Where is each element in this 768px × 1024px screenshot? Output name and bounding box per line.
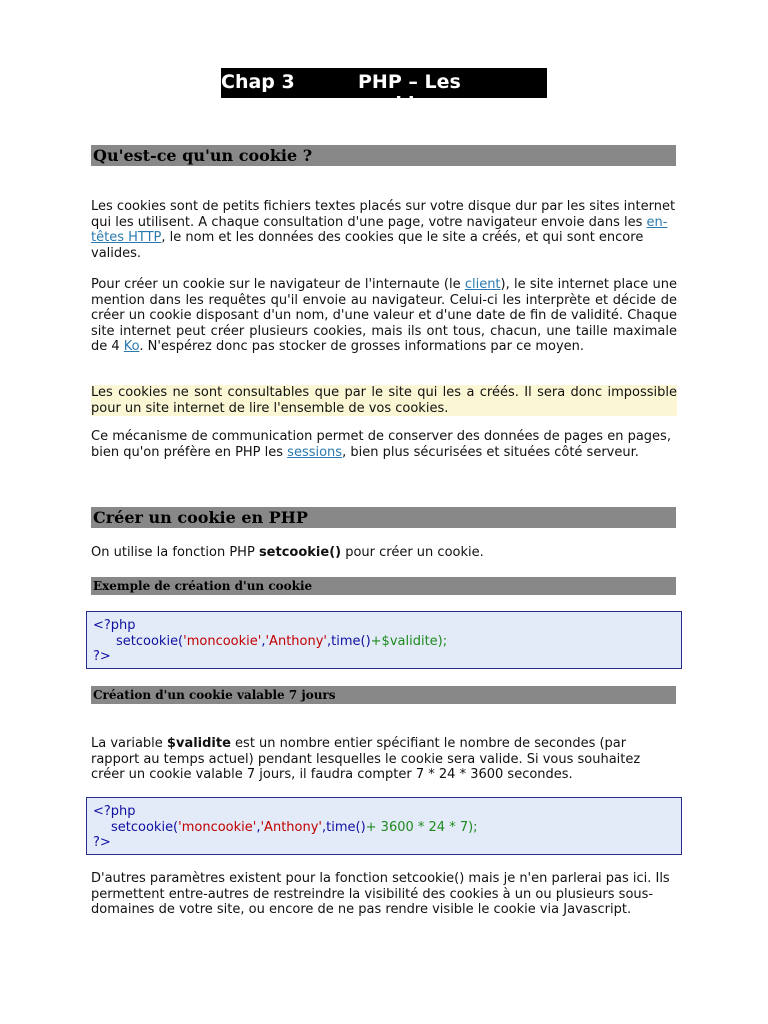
paragraph-validite: La variable $validite est un nombre entier spécifiant le nombre de secondes (par rapport au temps actuel) pendant lesquelles le cookie sera valide. Si vous souhaitez créer un cookie valable 7 jours, il faudra compter 7 * 24 * 3600 secondes. [91, 736, 641, 783]
link-ko[interactable]: Ko [123, 339, 140, 355]
php-close-tag: ?> [93, 835, 111, 851]
php-open-tag: <?php [93, 618, 136, 633]
highlight-note: Les cookies ne sont consultables que par le site qui les a créés. Il sera donc impossible pour un site internet de lire l'ensemble de vos cookies. [91, 385, 677, 416]
paragraph-intro: Les cookies sont de petits fichiers textes placés sur votre disque dur par les sites internet qui les utilisent. A chaque consultation d'une page, votre navigateur envoie dans les en-têtes HTTP, le nom et les données des cookies que le site a créés, et qui sont encore valides. [91, 199, 676, 261]
paragraph-setcookie-intro: On utilise la fonction PHP setcookie() pour créer un cookie. [91, 545, 484, 560]
setcookie-function: setcookie() [258, 545, 342, 560]
chapter-number: Chap 3 [221, 71, 295, 93]
php-close-tag: ?> [93, 649, 111, 665]
paragraph-other-params: D'autres paramètres existent pour la fonction setcookie() mais je n'en parlerai pas ici. Ils permettent entre-autres de restreindre la visibilité des cookies à un ou plusieurs sous-domaines de votre site, ou encore de ne pas rendre visible le cookie via Javascript. [91, 871, 670, 918]
chapter-title: PHP – Les cookies [358, 71, 461, 115]
paragraph-creation: Pour créer un cookie sur le navigateur de l'internaute (le client), le site internet place une mention dans les requêtes qu'il envoie au navigateur. Celui-ci les interprète et décide de créer un cookie disposant d'un nom, d'une valeur et d'une date de fin de validité. Chaque site internet peut créer plusieurs cookies, mais ils ont tous, chacun, une taille maximale de 4 Ko. N'espérez donc pas stocker de grosses informations par ce moyen. [91, 277, 677, 355]
page-title [221, 68, 547, 115]
section-heading-create-cookie: Créer un cookie en PHP [91, 507, 676, 528]
link-client[interactable]: client [464, 277, 501, 292]
code-block-example [86, 611, 682, 669]
subheading-example: Exemple de création d'un cookie [91, 577, 676, 595]
code-block-seven-days [86, 797, 682, 855]
section-heading-what-is-cookie: Qu'est-ce qu'un cookie ? [91, 145, 676, 166]
link-http-headers[interactable]: en-têtes HTTP [91, 214, 668, 246]
paragraph-mechanism: Ce mécanisme de communication permet de conserver des données de pages en pages, bien qu'on préfère en PHP les sessions, bien plus sécurisées et situées côté serveur. [91, 429, 671, 460]
link-sessions[interactable]: sessions [287, 444, 343, 460]
php-open-tag: <?php [93, 804, 136, 819]
validite-variable: $validite [166, 736, 231, 751]
subheading-seven-days: Création d'un cookie valable 7 jours [91, 686, 676, 704]
code-line: setcookie('moncookie','Anthony',time()+$validite); [116, 633, 448, 649]
code-line: setcookie('moncookie','Anthony',time()+ 3600 * 24 * 7); [111, 819, 478, 835]
